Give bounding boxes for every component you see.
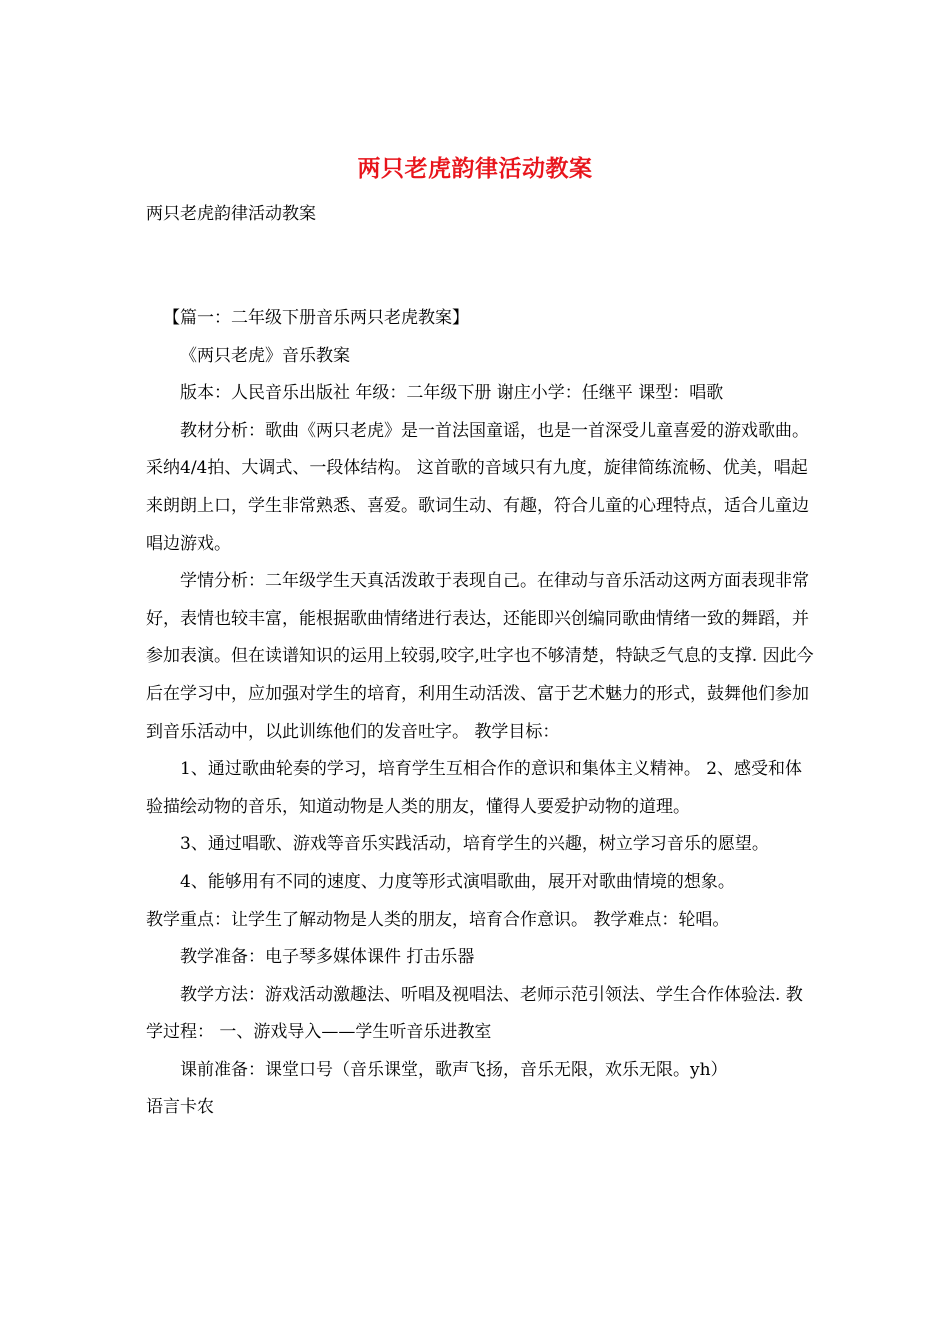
paragraph-pre-class: 课前准备：课堂口号（音乐课堂，歌声飞扬，音乐无限，欢乐无限。yh） xyxy=(180,1059,728,1080)
paragraph-goal-3: 3、通过唱歌、游戏等音乐实践活动，培育学生的兴趣，树立学习音乐的愿望。 xyxy=(180,834,769,855)
paragraph-language-canon: 语言卡农 xyxy=(146,1097,214,1118)
paragraph-material-analysis: 教材分析：歌曲《两只老虎》是一首法国童谣，也是一首深受儿童喜爱的游戏歌曲。采纳4/4拍、大调式、一段体结构。 这首歌的音域只有九度，旋律简练流畅、优美，唱起来朗朗上口，学生非常熟悉、喜爱。歌词生动、有趣，符合儿童的心理特点，适合儿童边唱边游戏。 xyxy=(146,420,809,554)
lesson-info: 版本：人民音乐出版社 年级：二年级下册 谢庄小学：任继平 课型：唱歌 xyxy=(180,383,724,404)
document-body xyxy=(146,300,814,1127)
paragraph-methods: 教学方法：游戏活动激趣法、听唱及视唱法、老师示范引领法、学生合作体验法. 教学过程： 一、游戏导入——学生听音乐进教室 xyxy=(146,984,803,1043)
paragraph-key-points: 教学重点：让学生了解动物是人类的朋友，培育合作意识。 教学难点：轮唱。 xyxy=(146,909,730,930)
paragraph-preparation: 教学准备：电子琴多媒体课件 打击乐器 xyxy=(180,947,475,968)
document-title: 两只老虎韵律活动教案 xyxy=(357,155,593,182)
section-heading: 【篇一：二年级下册音乐两只老虎教案】 xyxy=(163,308,469,328)
paragraph-goal-1-2: 1、通过歌曲轮奏的学习，培育学生互相合作的意识和集体主义精神。 2、感受和体验描绘动物的音乐，知道动物是人类的朋友，懂得人要爱护动物的道理。 xyxy=(146,759,803,817)
paragraph-student-analysis: 学情分析：二年级学生天真活泼敢于表现自己。在律动与音乐活动这两方面表现非常好，表情也较丰富，能根据歌曲情绪进行表达，还能即兴创编同歌曲情绪一致的舞蹈，并参加表演。但在读谱知识的运用上较弱,咬字,吐字也不够清楚，特缺乏气息的支撑. 因此今后在学习中，应加强对学生的培育，利用生动活泼、富于艺术魅力的形式，鼓舞他们参加到音乐活动中，以此训练他们的发音吐字。 教学目标： xyxy=(146,571,814,742)
document-subtitle: 两只老虎韵律活动教案 xyxy=(146,204,316,224)
lesson-title: 《两只老虎》音乐教案 xyxy=(180,345,350,366)
paragraph-goal-4: 4、能够用有不同的速度、力度等形式演唱歌曲，展开对歌曲情境的想象。 xyxy=(180,871,735,892)
